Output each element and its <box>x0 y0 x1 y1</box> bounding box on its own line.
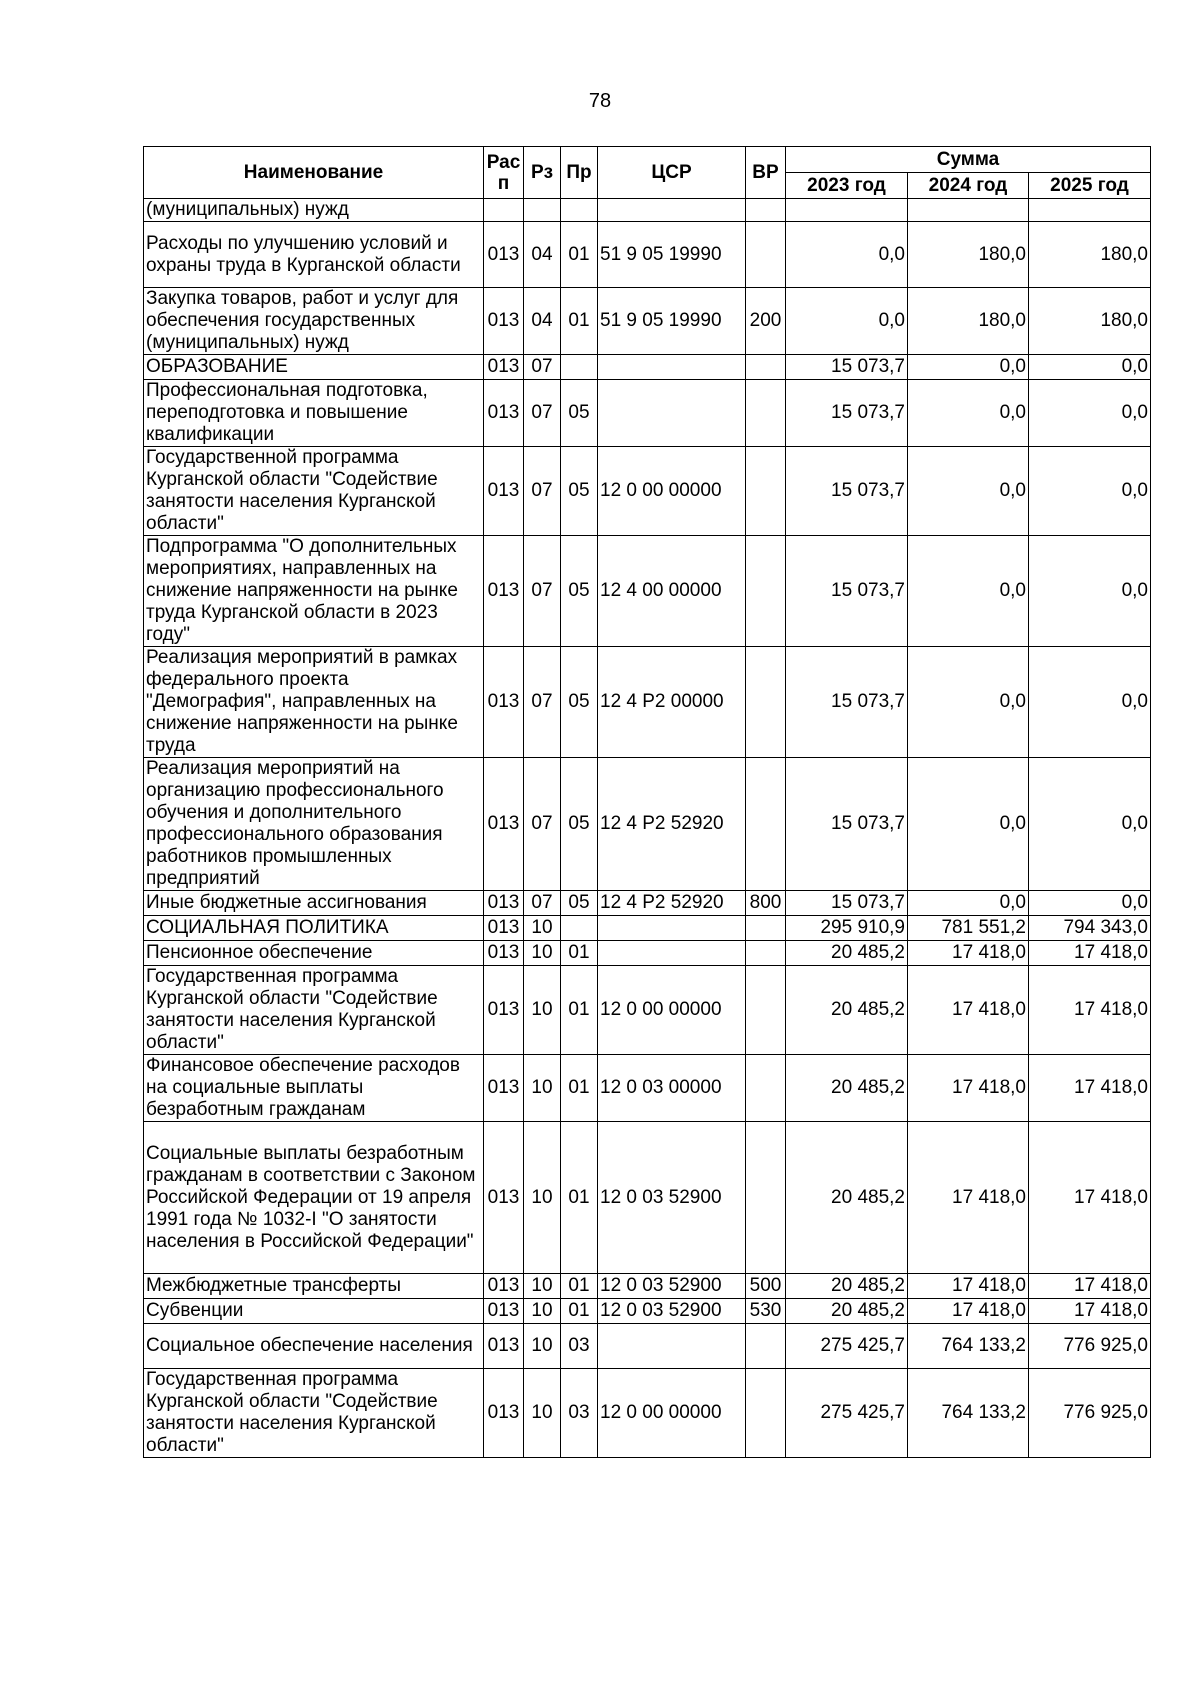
row-rasp: 013 <box>484 355 524 380</box>
row-vr: 200 <box>746 288 786 355</box>
header-year-2023: 2023 год <box>786 173 908 199</box>
row-sum-2023: 15 073,7 <box>786 891 908 916</box>
row-csr: 12 4 00 00000 <box>598 536 746 647</box>
row-rz: 04 <box>524 222 561 288</box>
table-row <box>144 1299 1151 1324</box>
row-rz: 07 <box>524 536 561 647</box>
table-row <box>144 916 1151 941</box>
table-row <box>144 941 1151 966</box>
row-sum-2025 <box>1029 199 1151 222</box>
row-vr <box>746 447 786 536</box>
row-rasp: 013 <box>484 380 524 447</box>
header-rasp: Рас п <box>484 147 524 199</box>
row-rz: 04 <box>524 288 561 355</box>
row-rasp: 013 <box>484 288 524 355</box>
row-sum-2024: 764 133,2 <box>908 1324 1029 1369</box>
row-rz: 10 <box>524 1324 561 1369</box>
row-rasp: 013 <box>484 891 524 916</box>
row-pr: 01 <box>561 1299 598 1324</box>
row-name: Социальное обеспечение населения <box>144 1324 484 1369</box>
row-csr: 12 0 03 00000 <box>598 1055 746 1122</box>
row-vr <box>746 647 786 758</box>
row-rasp: 013 <box>484 1122 524 1274</box>
budget-table <box>143 146 1151 1458</box>
row-vr <box>746 966 786 1055</box>
row-csr: 12 4 P2 52920 <box>598 758 746 891</box>
row-sum-2025: 0,0 <box>1029 536 1151 647</box>
row-sum-2025: 180,0 <box>1029 288 1151 355</box>
header-year-2025: 2025 год <box>1029 173 1151 199</box>
table-row <box>144 447 1151 536</box>
row-name: Расходы по улучшению условий и охраны труда в Курганской области <box>144 222 484 288</box>
row-sum-2024: 764 133,2 <box>908 1369 1029 1458</box>
row-rz <box>524 199 561 222</box>
row-rasp: 013 <box>484 758 524 891</box>
row-name: ОБРАЗОВАНИЕ <box>144 355 484 380</box>
header-name: Наименование <box>144 147 484 199</box>
table-row <box>144 1369 1151 1458</box>
row-name: Подпрограмма "О дополнительных мероприятиях, направленных на снижение напряженности на рынке труда Курганской области в 2023 году" <box>144 536 484 647</box>
row-rasp: 013 <box>484 536 524 647</box>
row-sum-2024: 17 418,0 <box>908 966 1029 1055</box>
row-vr <box>746 1324 786 1369</box>
table-row <box>144 355 1151 380</box>
table-row <box>144 536 1151 647</box>
row-sum-2024: 0,0 <box>908 380 1029 447</box>
row-sum-2023: 0,0 <box>786 288 908 355</box>
row-sum-2023: 20 485,2 <box>786 1299 908 1324</box>
row-vr: 530 <box>746 1299 786 1324</box>
row-csr: 12 0 00 00000 <box>598 1369 746 1458</box>
row-pr: 05 <box>561 447 598 536</box>
row-pr: 05 <box>561 536 598 647</box>
row-rz: 07 <box>524 758 561 891</box>
row-pr <box>561 199 598 222</box>
row-pr <box>561 916 598 941</box>
row-name: СОЦИАЛЬНАЯ ПОЛИТИКА <box>144 916 484 941</box>
row-sum-2025: 0,0 <box>1029 355 1151 380</box>
row-csr <box>598 199 746 222</box>
row-rz: 10 <box>524 966 561 1055</box>
row-sum-2025: 17 418,0 <box>1029 966 1151 1055</box>
row-sum-2023: 15 073,7 <box>786 647 908 758</box>
row-pr: 01 <box>561 288 598 355</box>
row-sum-2023: 20 485,2 <box>786 941 908 966</box>
row-csr: 12 0 03 52900 <box>598 1299 746 1324</box>
row-name: Государственной программа Курганской области "Содействие занятости населения Курганской области" <box>144 447 484 536</box>
row-sum-2023: 275 425,7 <box>786 1369 908 1458</box>
row-rz: 10 <box>524 1122 561 1274</box>
row-rasp: 013 <box>484 1324 524 1369</box>
row-sum-2025: 0,0 <box>1029 447 1151 536</box>
table-row <box>144 288 1151 355</box>
row-vr <box>746 222 786 288</box>
row-rasp: 013 <box>484 447 524 536</box>
row-csr: 12 4 P2 00000 <box>598 647 746 758</box>
row-sum-2024: 0,0 <box>908 536 1029 647</box>
header-rz: Рз <box>524 147 561 199</box>
header-vr: ВР <box>746 147 786 199</box>
row-pr: 03 <box>561 1324 598 1369</box>
row-name: Пенсионное обеспечение <box>144 941 484 966</box>
row-sum-2025: 17 418,0 <box>1029 941 1151 966</box>
row-sum-2023: 20 485,2 <box>786 1274 908 1299</box>
row-sum-2025: 17 418,0 <box>1029 1274 1151 1299</box>
row-rasp: 013 <box>484 1369 524 1458</box>
row-csr: 51 9 05 19990 <box>598 222 746 288</box>
page-number: 78 <box>588 90 612 112</box>
row-rasp: 013 <box>484 941 524 966</box>
row-sum-2025: 0,0 <box>1029 891 1151 916</box>
row-rasp: 013 <box>484 1055 524 1122</box>
row-sum-2024: 17 418,0 <box>908 1122 1029 1274</box>
row-pr <box>561 355 598 380</box>
table-row <box>144 1324 1151 1369</box>
table-row <box>144 1274 1151 1299</box>
row-csr <box>598 355 746 380</box>
row-rz: 10 <box>524 916 561 941</box>
header-sum: Сумма <box>786 147 1151 173</box>
row-name: Субвенции <box>144 1299 484 1324</box>
row-name: Реализация мероприятий на организацию профессионального обучения и дополнительного профессионального образования работников промышленных предприятий <box>144 758 484 891</box>
row-rz: 07 <box>524 355 561 380</box>
row-rz: 07 <box>524 447 561 536</box>
row-vr <box>746 1122 786 1274</box>
row-sum-2023: 15 073,7 <box>786 380 908 447</box>
row-sum-2023: 20 485,2 <box>786 966 908 1055</box>
row-rasp: 013 <box>484 647 524 758</box>
row-sum-2024: 180,0 <box>908 288 1029 355</box>
row-name: Иные бюджетные ассигнования <box>144 891 484 916</box>
row-csr: 12 0 03 52900 <box>598 1274 746 1299</box>
row-sum-2025: 776 925,0 <box>1029 1324 1151 1369</box>
row-rz: 10 <box>524 941 561 966</box>
row-pr: 03 <box>561 1369 598 1458</box>
table-row <box>144 222 1151 288</box>
header-csr: ЦСР <box>598 147 746 199</box>
row-name: (муниципальных) нужд <box>144 199 484 222</box>
row-sum-2024: 0,0 <box>908 647 1029 758</box>
row-sum-2024: 17 418,0 <box>908 941 1029 966</box>
row-vr <box>746 536 786 647</box>
row-rz: 10 <box>524 1299 561 1324</box>
row-csr: 12 0 00 00000 <box>598 447 746 536</box>
row-rasp: 013 <box>484 966 524 1055</box>
row-pr: 01 <box>561 966 598 1055</box>
row-sum-2024: 17 418,0 <box>908 1299 1029 1324</box>
row-name: Социальные выплаты безработным гражданам в соответствии с Законом Российской Федерации от 19 апреля 1991 года № 1032-I "О занятости населения в Российской Федерации" <box>144 1122 484 1274</box>
row-pr: 01 <box>561 222 598 288</box>
row-rasp: 013 <box>484 222 524 288</box>
row-rasp: 013 <box>484 1274 524 1299</box>
table-row <box>144 647 1151 758</box>
row-sum-2025: 0,0 <box>1029 647 1151 758</box>
row-vr <box>746 380 786 447</box>
row-sum-2023: 15 073,7 <box>786 758 908 891</box>
row-rasp <box>484 199 524 222</box>
row-pr: 05 <box>561 647 598 758</box>
row-sum-2024: 0,0 <box>908 758 1029 891</box>
row-sum-2025: 17 418,0 <box>1029 1055 1151 1122</box>
row-sum-2025: 0,0 <box>1029 380 1151 447</box>
row-sum-2023: 15 073,7 <box>786 355 908 380</box>
row-csr: 12 0 03 52900 <box>598 1122 746 1274</box>
row-sum-2025: 794 343,0 <box>1029 916 1151 941</box>
row-sum-2025: 17 418,0 <box>1029 1299 1151 1324</box>
row-pr: 05 <box>561 891 598 916</box>
row-sum-2023: 0,0 <box>786 222 908 288</box>
row-rz: 07 <box>524 891 561 916</box>
row-rz: 07 <box>524 647 561 758</box>
row-csr <box>598 380 746 447</box>
row-sum-2025: 0,0 <box>1029 758 1151 891</box>
header-year-2024: 2024 год <box>908 173 1029 199</box>
row-sum-2023: 20 485,2 <box>786 1055 908 1122</box>
row-rz: 07 <box>524 380 561 447</box>
row-rasp: 013 <box>484 916 524 941</box>
table-row <box>144 1122 1151 1274</box>
row-vr <box>746 1369 786 1458</box>
row-sum-2024: 17 418,0 <box>908 1274 1029 1299</box>
row-sum-2023 <box>786 199 908 222</box>
row-sum-2024: 180,0 <box>908 222 1029 288</box>
row-vr <box>746 355 786 380</box>
row-pr: 01 <box>561 941 598 966</box>
row-sum-2024: 0,0 <box>908 891 1029 916</box>
row-sum-2024: 0,0 <box>908 447 1029 536</box>
row-name: Государственная программа Курганской области "Содействие занятости населения Курганской области" <box>144 966 484 1055</box>
row-vr <box>746 916 786 941</box>
table-row <box>144 758 1151 891</box>
row-sum-2023: 275 425,7 <box>786 1324 908 1369</box>
row-sum-2025: 17 418,0 <box>1029 1122 1151 1274</box>
table-row <box>144 1055 1151 1122</box>
row-csr <box>598 941 746 966</box>
row-vr <box>746 1055 786 1122</box>
table-row <box>144 966 1151 1055</box>
row-name: Государственная программа Курганской области "Содействие занятости населения Курганской области" <box>144 1369 484 1458</box>
row-csr <box>598 916 746 941</box>
row-sum-2023: 15 073,7 <box>786 447 908 536</box>
row-sum-2023: 20 485,2 <box>786 1122 908 1274</box>
row-vr: 500 <box>746 1274 786 1299</box>
row-rz: 10 <box>524 1274 561 1299</box>
row-pr: 01 <box>561 1055 598 1122</box>
row-rz: 10 <box>524 1369 561 1458</box>
row-sum-2025: 180,0 <box>1029 222 1151 288</box>
row-rz: 10 <box>524 1055 561 1122</box>
row-csr <box>598 1324 746 1369</box>
row-sum-2024: 0,0 <box>908 355 1029 380</box>
row-rasp: 013 <box>484 1299 524 1324</box>
row-pr: 05 <box>561 380 598 447</box>
row-csr: 51 9 05 19990 <box>598 288 746 355</box>
row-sum-2025: 776 925,0 <box>1029 1369 1151 1458</box>
row-name: Закупка товаров, работ и услуг для обеспечения государственных (муниципальных) нужд <box>144 288 484 355</box>
row-name: Финансовое обеспечение расходов на социальные выплаты безработным гражданам <box>144 1055 484 1122</box>
row-name: Реализация мероприятий в рамках федерального проекта "Демография", направленных на снижение напряженности на рынке труда <box>144 647 484 758</box>
row-pr: 05 <box>561 758 598 891</box>
row-vr <box>746 941 786 966</box>
row-vr: 800 <box>746 891 786 916</box>
table-row <box>144 891 1151 916</box>
row-pr: 01 <box>561 1274 598 1299</box>
row-name: Профессиональная подготовка, переподготовка и повышение квалификации <box>144 380 484 447</box>
table-row <box>144 199 1151 222</box>
header-pr: Пр <box>561 147 598 199</box>
row-sum-2024: 17 418,0 <box>908 1055 1029 1122</box>
row-sum-2024: 781 551,2 <box>908 916 1029 941</box>
row-pr: 01 <box>561 1122 598 1274</box>
row-sum-2023: 15 073,7 <box>786 536 908 647</box>
row-name: Межбюджетные трансферты <box>144 1274 484 1299</box>
row-vr <box>746 199 786 222</box>
row-sum-2023: 295 910,9 <box>786 916 908 941</box>
row-vr <box>746 758 786 891</box>
table-body <box>144 199 1151 1458</box>
table-header <box>144 147 1151 199</box>
row-csr: 12 4 P2 52920 <box>598 891 746 916</box>
row-csr: 12 0 00 00000 <box>598 966 746 1055</box>
row-sum-2024 <box>908 199 1029 222</box>
table-row <box>144 380 1151 447</box>
